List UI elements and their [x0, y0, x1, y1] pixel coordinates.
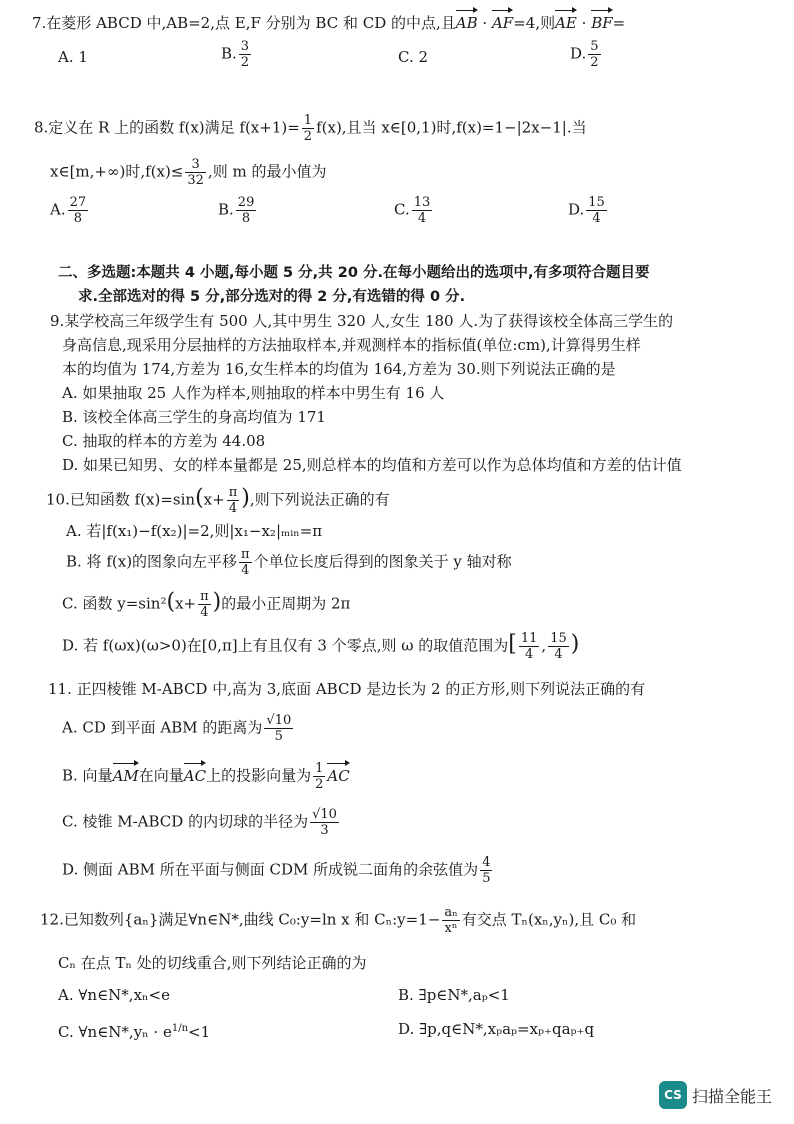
- q11-option-d-fraction: [480, 856, 492, 885]
- q11-option-c-fraction: [310, 808, 339, 837]
- fraction-denominator: 4: [554, 647, 563, 662]
- fraction-denominator: 4: [241, 563, 250, 578]
- q10-option-b: [66, 548, 512, 577]
- q12-stem-b: 有交点 Tₙ(xₙ,yₙ),且 C₀ 和: [461, 910, 637, 929]
- q9-option-a: A. 如果抽取 25 人作为样本,则抽取的样本中男生有 16 人: [62, 384, 445, 402]
- q9-option-b: B. 该校全体高三学生的身高均值为 171: [62, 408, 326, 426]
- fraction-numerator: 11: [520, 631, 538, 646]
- q7-dot: ·: [477, 14, 492, 32]
- q8-line2-b: ,则 m 的最小值为: [207, 162, 327, 181]
- fraction-denominator: 4: [200, 605, 209, 620]
- q8-line1-fraction: [302, 114, 314, 143]
- q8-option-a: [50, 196, 90, 225]
- q9-option-d: D. 如果已知男、女的样本量都是 25,则总样本的均值和方差可以作为总体均值和方差的估计值: [62, 456, 682, 474]
- q12-option-a: A. ∀n∈N*,xₙ<e: [58, 986, 170, 1004]
- fraction-denominator: xⁿ: [444, 921, 458, 936]
- q11-option-a-a: A. CD 到平面 ABM 的距离为: [62, 718, 263, 737]
- q10-option-d-fraction-2: [548, 632, 569, 661]
- q7-option-d: [570, 40, 603, 69]
- fraction-numerator: 4: [482, 855, 491, 870]
- q12-stem-a: 12.已知数列{aₙ}满足∀n∈N*,曲线 C₀:y=ln x 和 Cₙ:y=1−: [40, 910, 441, 929]
- q11-option-c-a: C. 棱锥 M-ABCD 的内切球的半径为: [62, 812, 309, 831]
- q12-option-d: D. ∃p,q∈N*,xₚaₚ=xₚ₊qaₚ₊q: [398, 1020, 595, 1038]
- q10-option-c-b: x+: [175, 594, 197, 613]
- q12-option-c-exponent: 1/n: [171, 1023, 189, 1034]
- fraction-denominator: 4: [525, 647, 534, 662]
- q10-option-b-b: 个单位长度后得到的图象关于 y 轴对称: [253, 552, 512, 571]
- fraction-numerator: 27: [69, 195, 87, 210]
- fraction-denominator: 4: [417, 211, 427, 226]
- q7-option-b-fraction: [239, 40, 251, 69]
- q8-option-c-label: C.: [394, 200, 410, 219]
- fraction-denominator: 5: [274, 729, 283, 744]
- q8-option-d-fraction: [586, 196, 607, 225]
- q10-option-c-paren-close: ): [212, 589, 222, 615]
- q9-line-1: 9.某学校高三年级学生有 500 人,其中男生 320 人,女生 180 人.为了获得该校全体高三学生的: [50, 312, 674, 330]
- q8-line-1: [34, 114, 587, 143]
- q8-option-b-label: B.: [218, 200, 234, 219]
- q9-line-3: 本的均值为 174,方差为 16,女生样本的均值为 164,方差为 30.则下列说法正确的是: [62, 360, 616, 378]
- q12-option-c-a: C. ∀n∈N*,yₙ · e: [58, 1023, 172, 1041]
- fraction-numerator: 15: [550, 631, 567, 646]
- fraction-denominator: 32: [187, 173, 204, 188]
- q12-option-c: [58, 1018, 210, 1043]
- fraction-denominator: 3: [320, 823, 329, 838]
- fraction-numerator: 15: [588, 195, 605, 210]
- q10-option-d: [62, 632, 579, 661]
- q8-option-d: [568, 196, 609, 225]
- q10-option-d-sep: ,: [541, 636, 547, 655]
- q12-stem: [40, 906, 636, 935]
- fraction-numerator: √10: [312, 807, 337, 822]
- q11-option-a: [62, 714, 295, 743]
- vector-ac: AC: [183, 766, 207, 785]
- q10-stem: [46, 486, 390, 515]
- q11-option-a-fraction: [264, 714, 293, 743]
- q11-option-b-b: 在向量: [138, 766, 184, 785]
- q9-line-2: 身高信息,现采用分层抽样的方法抽取样本,并观测样本的指标值(单位:cm),计算得男生样: [62, 336, 641, 354]
- q10-option-c-fraction: [198, 590, 211, 619]
- q7-mid: =4,则: [513, 14, 556, 32]
- q7-stem: [32, 12, 625, 34]
- q10-option-c-c: 的最小正周期为 2π: [221, 594, 351, 613]
- vector-bf: BF: [591, 14, 613, 32]
- q8-line1-a: 8.定义在 R 上的函数 f(x)满足 f(x+1)=: [34, 118, 300, 137]
- q10-option-b-fraction: [239, 548, 252, 577]
- fraction-numerator: √10: [266, 713, 292, 728]
- camscanner-logo-icon: CS: [659, 1081, 687, 1109]
- q10-paren-close: ): [241, 485, 250, 511]
- q8-line2-fraction: [185, 158, 206, 187]
- q7-dot-2: ·: [576, 14, 592, 32]
- fraction-denominator: 4: [592, 211, 601, 226]
- q11-stem: 11. 正四棱锥 M-ABCD 中,高为 3,底面 ABCD 是边长为 2 的正方形,则下列说法正确的有: [48, 680, 646, 698]
- fraction-denominator: 4: [228, 501, 238, 516]
- q9-option-c: C. 抽取的样本的方差为 44.08: [62, 432, 266, 450]
- vector-ab: AB: [455, 14, 478, 32]
- q8-option-c-fraction: [412, 196, 433, 225]
- fraction-numerator: 1: [303, 113, 313, 128]
- fraction-numerator: 5: [590, 39, 599, 54]
- camscanner-watermark-text: 扫描全能王: [692, 1087, 773, 1106]
- q8-option-a-fraction: [68, 196, 89, 225]
- fraction-numerator: π: [200, 589, 209, 604]
- q7-option-b-label: B.: [221, 44, 237, 63]
- q10-stem-c: ,则下列说法正确的有: [249, 490, 390, 509]
- vector-ac-2: AC: [327, 766, 350, 785]
- q8-line2-a: x∈[m,+∞)时,f(x)≤: [50, 162, 184, 181]
- q7-option-a: A. 1: [58, 48, 88, 66]
- section2-header-line1: 二、多选题:本题共 4 小题,每小题 5 分,共 20 分.在每小题给出的选项中,有多项符合题目要: [58, 265, 650, 281]
- q10-option-a: A. 若|f(x₁)−f(x₂)|=2,则|x₁−x₂|ₘᵢₙ=π: [66, 522, 323, 540]
- q12-stem-fraction: [442, 906, 459, 935]
- q11-option-b-c: 上的投影向量为: [206, 766, 312, 785]
- q10-paren-open: (: [195, 485, 204, 511]
- q7-option-b: [221, 40, 253, 69]
- q7-tail: =: [612, 14, 626, 32]
- q10-option-d-a: D. 若 f(ωx)(ω>0)在[0,π]上有且仅有 3 个零点,则 ω 的取值范围为: [62, 636, 509, 655]
- q10-stem-fraction: [227, 486, 240, 515]
- q10-option-c-paren-open: (: [166, 589, 176, 615]
- fraction-numerator: π: [228, 485, 238, 500]
- fraction-denominator: 5: [482, 871, 491, 886]
- q10-stem-b: x+: [203, 490, 225, 509]
- q10-stem-a: 10.已知函数 f(x)=sin: [46, 490, 196, 509]
- q11-option-b: [62, 762, 350, 791]
- fraction-numerator: 3: [185, 158, 206, 173]
- fraction-numerator: aₙ: [444, 905, 458, 920]
- fraction-denominator: 8: [73, 211, 83, 226]
- q10-bracket-open: [: [508, 631, 517, 657]
- fraction-denominator: 2: [240, 55, 250, 70]
- q10-option-c: [62, 590, 350, 619]
- q8-option-b: [218, 196, 258, 225]
- fraction-numerator: π: [241, 547, 250, 562]
- q7-option-d-label: D.: [570, 44, 587, 63]
- q12-option-b: B. ∃p∈N*,aₚ<1: [398, 986, 510, 1004]
- fraction-denominator: 2: [315, 777, 324, 792]
- q8-option-a-label: A.: [50, 200, 66, 219]
- fraction-denominator: 2: [590, 55, 599, 70]
- q8-line1-b: f(x),且当 x∈[0,1)时,f(x)=1−|2x−1|.当: [316, 118, 587, 137]
- q10-bracket-close: ): [570, 631, 580, 657]
- fraction-numerator: 1: [315, 761, 324, 776]
- q10-option-d-fraction-1: [519, 632, 540, 661]
- q8-option-c: [394, 196, 434, 225]
- q7-option-d-fraction: [588, 40, 600, 69]
- fraction-numerator: 3: [240, 39, 250, 54]
- q11-option-b-a: B. 向量: [62, 766, 113, 785]
- q7-option-c: C. 2: [398, 48, 429, 66]
- fraction-denominator: 8: [241, 211, 251, 226]
- q7-stem-text: 7.在菱形 ABCD 中,AB=2,点 E,F 分别为 BC 和 CD 的中点,且: [32, 14, 456, 32]
- q12-option-c-b: <1: [188, 1023, 211, 1041]
- fraction-denominator: 2: [303, 129, 313, 144]
- q12-line-2: Cₙ 在点 Tₙ 处的切线重合,则下列结论正确的为: [58, 954, 367, 972]
- vector-af: AF: [491, 14, 514, 32]
- vector-ae: AE: [555, 14, 577, 32]
- q8-option-d-label: D.: [568, 200, 585, 219]
- q11-option-c: [62, 808, 341, 837]
- q10-option-c-a: C. 函数 y=sin²: [62, 594, 167, 613]
- q11-option-d: [62, 856, 494, 885]
- q10-option-b-a: B. 将 f(x)的图象向左平移: [66, 552, 238, 571]
- section2-header-line2: 求.全部选对的得 5 分,部分选对的得 2 分,有选错的得 0 分.: [78, 289, 466, 305]
- q8-line-2: [50, 158, 326, 187]
- fraction-numerator: 29: [237, 195, 255, 210]
- q11-option-d-a: D. 侧面 ABM 所在平面与侧面 CDM 所成锐二面角的余弦值为: [62, 860, 479, 879]
- q8-option-b-fraction: [236, 196, 257, 225]
- vector-am: AM: [112, 766, 139, 785]
- q11-option-b-fraction: [313, 762, 325, 791]
- fraction-numerator: 13: [413, 195, 431, 210]
